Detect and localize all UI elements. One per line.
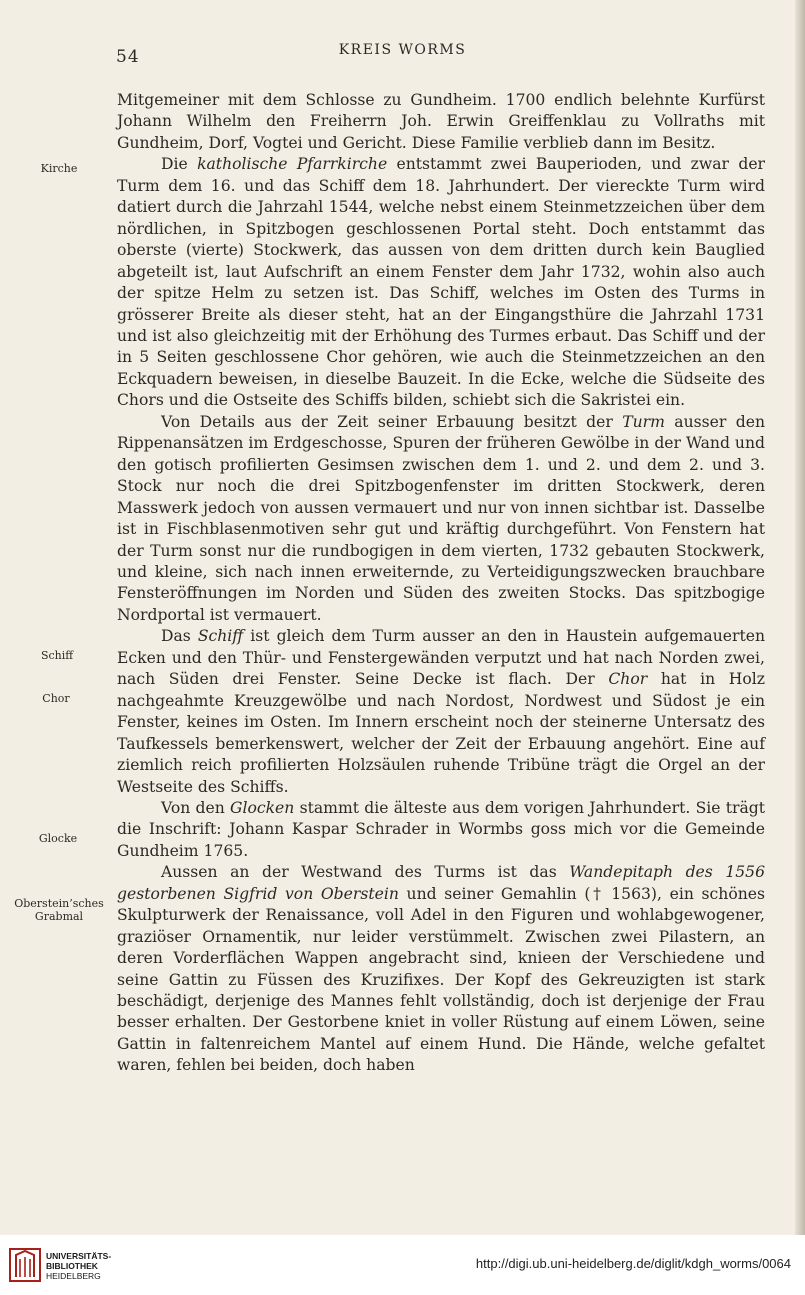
term-schiff: Schiff	[197, 627, 244, 646]
library-name	[46, 1251, 111, 1281]
paragraph-2: Die katholische Pfarrkirche entstammt zwei Bauperioden, und zwar der Turm dem 16. und das Schiff dem 18. Jahrhundert. Der viereckte Turm wird datiert durch die Jahrzahl 1544, welche nebst einem Steinmetzzeichen über dem nördlichen, in Spitzbogen geschlossenen Portal steht. Doch entstammt das oberste (vierte) Stockwerk, das aussen von dem dritten durch kein Bauglied abgeteilt ist, laut Aufschrift an einem Fenster dem Jahr 1732, wohin also auch der spitze Helm zu setzen ist. Das Schiff, welches im Osten des Turms in grösserer Breite als dieser steht, hat an der Eingangsthüre die Jahrzahl 1731 und ist also gleichzeitig mit der Erhöhung des Turmes erbaut. Das Schiff und der in 5 Seiten geschlossene Chor gehören, wie auch die Steinmetzzeichen an den Eckquadern beweisen, in dieselbe Bauzeit. In die Ecke, welche die Südseite des Chors und die Ostseite des Schiffs bilden, schiebt sich die Sakristei ein.	[117, 155, 765, 410]
margin-note-chor: Chor	[42, 692, 70, 705]
margin-note-glocke: Glocke	[38, 832, 78, 845]
page-edge-shadow	[795, 0, 805, 1235]
margin-note-kirche: Kirche	[40, 162, 78, 175]
margin-note-schiff: Schiff	[40, 649, 74, 662]
body-text	[117, 90, 765, 1077]
term-pfarrkirche: katholische Pfarrkirche	[197, 155, 388, 174]
paragraph-4: Das Schiff ist gleich dem Turm ausser an den in Haustein aufgemauerten Ecken und den Thür- und Fenstergewänden verputzt und hat nach Norden zwei, nach Süden drei Fenster. Seine Decke ist flach. Der Chor hat in Holz nachgeahmte Kreuzgewölbe und nach Nordost, Nordwest und Südost je ein Fenster, keines im Osten. Im Innern erscheint noch der steinerne Untersatz des Taufkessels bemerkenswert, welcher der Zeit der Erbauung angehört. Eine auf ziemlich reich profilierten Holzsäulen ruhende Tribüne trägt die Orgel an der Westseite des Schiffs.	[117, 627, 765, 796]
margin-note-grabmal-line1: Oberstein’sches	[14, 897, 104, 910]
margin-note-grabmal-line2: Grabmal	[34, 910, 84, 923]
term-chor: Chor	[608, 670, 648, 689]
term-glocken: Glocken	[230, 798, 295, 817]
margin-note-grabmal	[14, 897, 104, 923]
page-number: 54	[116, 47, 140, 67]
term-turm: Turm	[622, 412, 665, 431]
library-name-line2: BIBLIOTHEK	[46, 1261, 98, 1271]
library-name-line1: UNIVERSITÄTS-	[46, 1251, 112, 1261]
library-logo-icon	[8, 1247, 42, 1283]
source-url-link[interactable]: http://digi.ub.uni-heidelberg.de/diglit/kdgh_worms/0064	[475, 1256, 791, 1271]
paragraph-3: Von Details aus der Zeit seiner Erbauung besitzt der Turm ausser den Rippenansätzen im Erdgeschosse, Spuren der früheren Gewölbe in der Wand und den gotisch profilierten Gesimsen zwischen dem 1. und 2. und dem 2. und 3. Stock nur noch die drei Spitzbogenfenster im dritten Stockwerk, deren Masswerk jedoch von aussen vermauert und nur von innen sichtbar ist. Dasselbe ist in Fischblasenmotiven sehr gut und kräftig durchgeführt. Von Fenstern hat der Turm sonst nur die rundbogigen in dem vierten, 1732 gebauten Stockwerk, und kleine, sich nach innen erweiternde, zu Verteidigungszwecken brauchbare Fensteröffnungen im Norden und Süden des zweiten Stocks. Das spitzbogige Nordportal ist vermauert.	[117, 412, 765, 624]
paragraph-1: Mitgemeiner mit dem Schlosse zu Gundheim. 1700 endlich belehnte Kurfürst Johann Wilhelm den Freiherrn Joh. Erwin Greiffenklau zu Vollraths mit Gundheim, Dorf, Vogtei und Gericht. Diese Familie verblieb dann im Besitz.	[117, 91, 765, 152]
running-head: KREIS WORMS	[338, 42, 467, 58]
term-wandepitaph: Wandepitaph des 1556 gestorbenen Sigfrid von Oberstein	[117, 863, 766, 903]
paragraph-6: Aussen an der Westwand des Turms ist das Wandepitaph des 1556 gestorbenen Sigfrid von Oberstein und seiner Gemahlin († 1563), ein schönes Skulpturwerk der Renaissance, voll Adel in den Figuren und wohlabgewogener, graziöser Ornamentik, nur leider verstümmelt. Zwischen zwei Pilastern, an deren Vorderflächen Wappen angebracht sind, knieen der Verschiedene und seine Gattin zu Füssen des Kruzifixes. Der Kopf des Gekreuzigten ist stark beschädigt, derjenige des Mannes fehlt vollständig, doch ist derjenige der Frau besser erhalten. Der Gestorbene kniet in voller Rüstung auf einem Löwen, seine Gattin in faltenreichem Mantel auf einem Hund. Die Hände, welche gefaltet waren, fehlen bei beiden, doch haben	[117, 863, 766, 1075]
library-name-line3: HEIDELBERG	[46, 1271, 101, 1281]
paragraph-5: Von den Glocken stammt die älteste aus dem vorigen Jahrhundert. Sie trägt die Inschrift: Johann Kaspar Schrader in Wormbs goss mich vor die Gemeinde Gundheim 1765.	[117, 798, 765, 860]
